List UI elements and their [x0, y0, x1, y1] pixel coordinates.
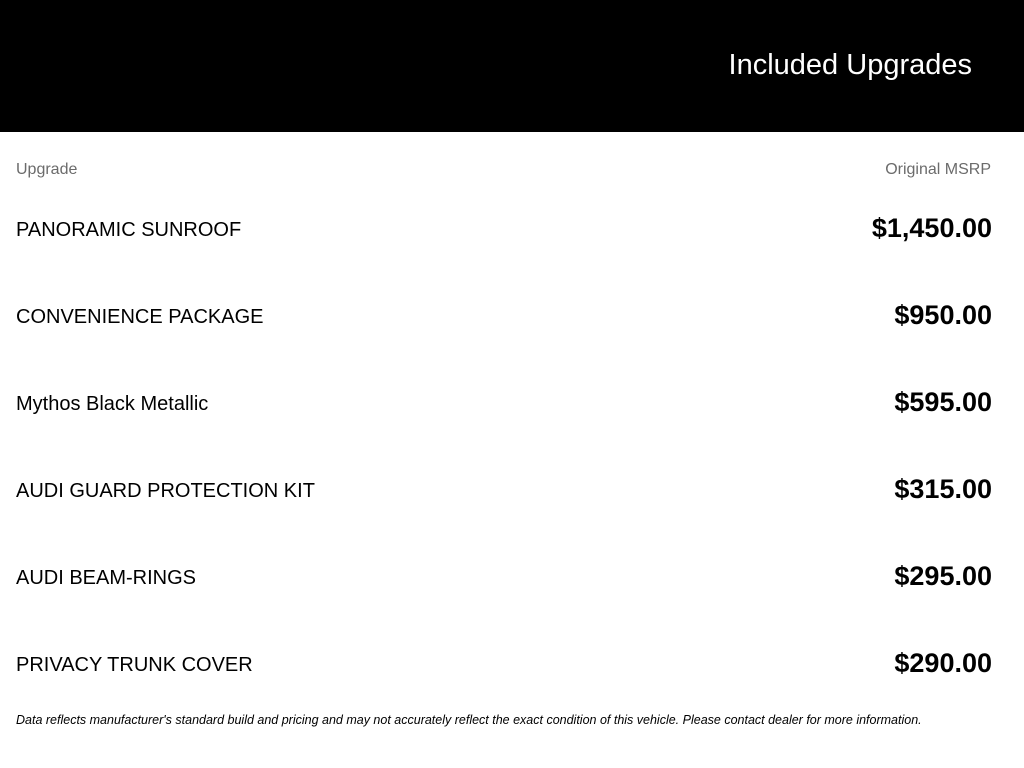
upgrade-price: $950.00: [894, 300, 992, 330]
list-item: [0, 382, 1024, 422]
disclaimer-text: Data reflects manufacturer's standard build and pricing and may not accurately reflect the exact condition of this vehicle. Please contact dealer for more information.: [16, 713, 922, 727]
column-header-upgrade: Upgrade: [16, 161, 78, 178]
upgrade-name: Mythos Black Metallic: [16, 393, 209, 415]
header-bar: [0, 0, 1024, 132]
list-item: [0, 295, 1024, 335]
upgrade-price: $315.00: [894, 474, 992, 504]
upgrade-price: $290.00: [894, 648, 992, 678]
page-title: Included Upgrades: [728, 49, 972, 81]
list-item: [0, 469, 1024, 509]
upgrade-name: AUDI GUARD PROTECTION KIT: [16, 480, 315, 502]
upgrade-name: PANORAMIC SUNROOF: [16, 219, 242, 241]
upgrade-name: PRIVACY TRUNK COVER: [16, 654, 253, 676]
upgrade-name: CONVENIENCE PACKAGE: [16, 306, 264, 328]
list-item: [0, 208, 1024, 248]
upgrade-price: $295.00: [894, 561, 992, 591]
upgrade-price: $1,450.00: [871, 213, 992, 243]
list-item: [0, 556, 1024, 596]
column-header-msrp: Original MSRP: [885, 161, 991, 178]
upgrade-name: AUDI BEAM-RINGS: [16, 567, 197, 589]
upgrade-price: $595.00: [894, 387, 992, 417]
list-item: [0, 643, 1024, 683]
